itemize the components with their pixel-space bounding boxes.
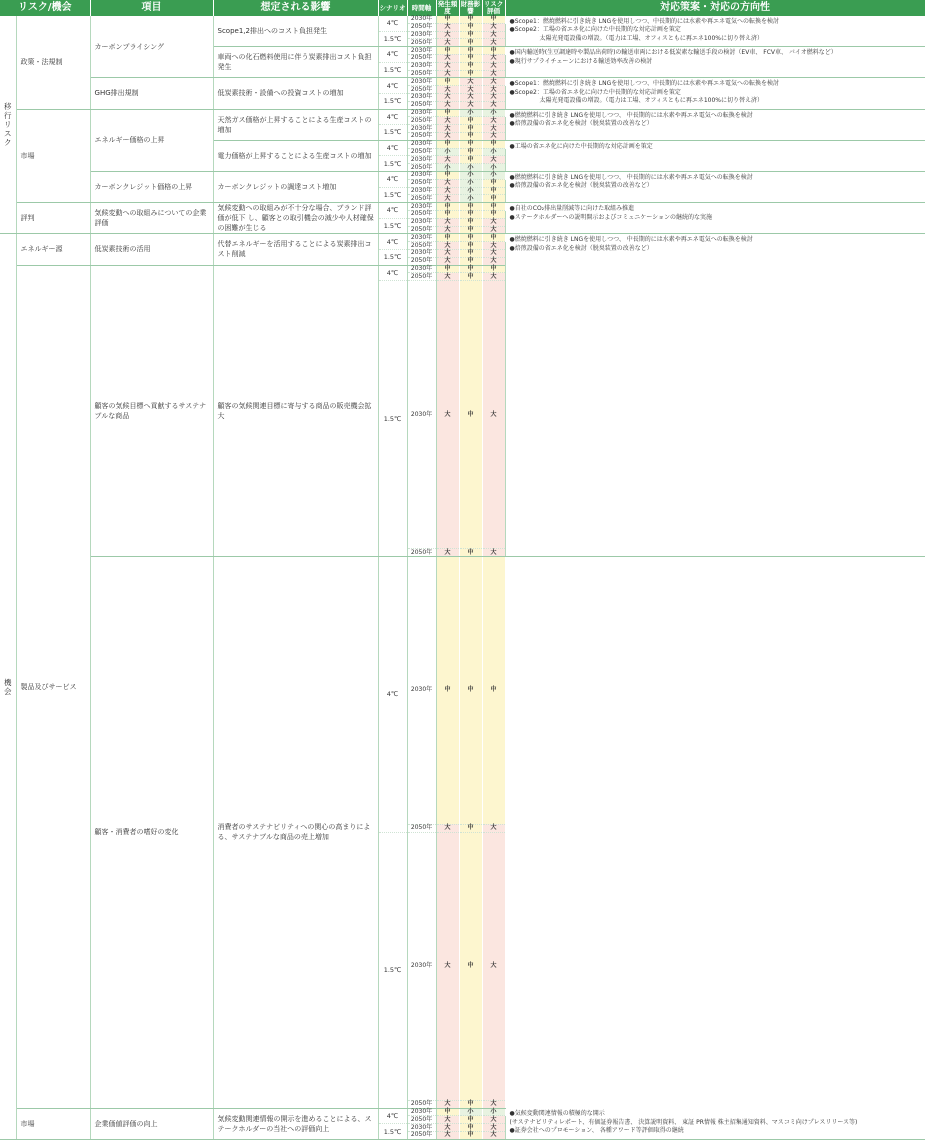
scenario-label: 1.5℃ bbox=[378, 1124, 407, 1140]
level-cell: 中 bbox=[482, 203, 505, 211]
level-cell: 大 bbox=[436, 832, 459, 1100]
scenario-label: 1.5℃ bbox=[378, 125, 407, 141]
level-cell: 大 bbox=[436, 1132, 459, 1140]
action-text bbox=[505, 47, 925, 78]
level-cell: 中 bbox=[482, 556, 505, 824]
level-cell: 中 bbox=[459, 234, 482, 242]
level-cell: 大 bbox=[436, 1116, 459, 1124]
year-label: 2050年 bbox=[407, 1116, 436, 1124]
level-cell: 中 bbox=[459, 226, 482, 234]
table-row bbox=[0, 203, 925, 211]
action-bullet: ●焙煎設備の省エネ化を検討（脱臭装置の改善など） bbox=[509, 244, 653, 252]
level-cell: 中 bbox=[459, 549, 482, 557]
table-row bbox=[0, 16, 925, 23]
level-cell: 中 bbox=[436, 556, 459, 824]
scenario-label: 4℃ bbox=[378, 556, 407, 832]
level-cell: 大 bbox=[436, 1124, 459, 1132]
level-cell: 中 bbox=[436, 78, 459, 86]
year-label: 2050年 bbox=[407, 117, 436, 125]
level-cell: 大 bbox=[436, 156, 459, 164]
scenario-label: 1.5℃ bbox=[378, 31, 407, 47]
level-cell: 大 bbox=[482, 62, 505, 70]
year-label: 2030年 bbox=[407, 62, 436, 70]
action-bullet: ●燃焼燃料に引き続き LNGを使用しつつ、 中長期的には水素や再エネ電気への転換を検討 bbox=[509, 236, 753, 244]
table-row bbox=[0, 1108, 925, 1116]
level-cell: 大 bbox=[482, 86, 505, 94]
level-cell: 大 bbox=[482, 1100, 505, 1108]
level-cell: 大 bbox=[482, 1132, 505, 1140]
level-cell: 大 bbox=[482, 132, 505, 140]
impact-text: 消費者のサステナビリティへの関心の高まりによる、サステナブルな商品の売上増加 bbox=[213, 556, 378, 1108]
header-fin: 財務影響 bbox=[460, 0, 481, 15]
action-bullet: ●Scope2：工場の省エネ化に向けた中長期的な対応計画を策定 bbox=[509, 26, 681, 34]
level-cell: 中 bbox=[482, 234, 505, 242]
level-cell: 大 bbox=[482, 23, 505, 31]
level-cell: 中 bbox=[459, 1124, 482, 1132]
year-label: 2050年 bbox=[407, 273, 436, 281]
level-cell: 中 bbox=[459, 31, 482, 39]
level-cell: 中 bbox=[459, 23, 482, 31]
action-text bbox=[505, 109, 925, 140]
header-action: 対応策案・対応の方向性 bbox=[505, 0, 925, 16]
year-label: 2030年 bbox=[407, 109, 436, 117]
item-label: 低炭素技術の活用 bbox=[90, 234, 213, 265]
level-cell: 中 bbox=[459, 281, 482, 549]
action-bullet: ●Scope1：燃焼燃料に引き続き LNGを使用しつつ、中長期的には水素や再エネ電気への転換を検討 bbox=[509, 80, 779, 88]
level-cell: 中 bbox=[482, 47, 505, 55]
level-cell: 中 bbox=[436, 203, 459, 211]
level-cell: 大 bbox=[436, 70, 459, 78]
level-cell: 中 bbox=[459, 1100, 482, 1108]
level-cell: 中 bbox=[436, 234, 459, 242]
level-cell: 大 bbox=[482, 549, 505, 557]
subcategory: 評判 bbox=[16, 203, 90, 234]
scenario-label: 4℃ bbox=[378, 16, 407, 31]
year-label: 2030年 bbox=[407, 47, 436, 55]
action-bullet: ●燃焼燃料に引き続き LNGを使用しつつ、 中長期的には水素や再エネ電気への転換を検討 bbox=[509, 173, 753, 181]
level-cell: 大 bbox=[482, 1116, 505, 1124]
level-cell: 中 bbox=[482, 140, 505, 148]
level-cell: 大 bbox=[482, 101, 505, 109]
level-cell: 中 bbox=[459, 556, 482, 824]
level-cell: 中 bbox=[482, 210, 505, 218]
year-label: 2050年 bbox=[407, 1100, 436, 1108]
level-cell: 中 bbox=[459, 265, 482, 273]
year-label: 2030年 bbox=[407, 171, 436, 179]
table-row bbox=[0, 78, 925, 86]
level-cell: 中 bbox=[459, 210, 482, 218]
level-cell: 中 bbox=[459, 70, 482, 78]
level-cell: 中 bbox=[459, 39, 482, 47]
level-cell: 大 bbox=[436, 62, 459, 70]
year-label: 2050年 bbox=[407, 226, 436, 234]
level-cell: 大 bbox=[459, 86, 482, 94]
level-cell: 小 bbox=[459, 187, 482, 195]
level-cell: 大 bbox=[436, 249, 459, 257]
level-cell: 小 bbox=[459, 179, 482, 187]
table-row bbox=[0, 234, 925, 242]
table-row bbox=[0, 109, 925, 117]
year-label: 2050年 bbox=[407, 257, 436, 265]
level-cell: 大 bbox=[482, 832, 505, 1100]
level-cell: 大 bbox=[436, 132, 459, 140]
level-cell: 中 bbox=[459, 47, 482, 55]
action-bullet: ●焙煎設備の省エネ化を検討（脱臭装置の改善など） bbox=[509, 182, 653, 190]
year-label: 2050年 bbox=[407, 824, 436, 832]
impact-text: 車両への化石燃料使用に伴う炭素排出コスト負担発生 bbox=[213, 47, 378, 78]
level-cell: 大 bbox=[482, 31, 505, 39]
year-label: 2050年 bbox=[407, 132, 436, 140]
year-label: 2030年 bbox=[407, 203, 436, 211]
level-cell: 大 bbox=[436, 549, 459, 557]
level-cell: 小 bbox=[459, 164, 482, 172]
level-cell: 中 bbox=[482, 195, 505, 203]
year-label: 2030年 bbox=[407, 156, 436, 164]
impact-text: 天然ガス価格が上昇することによる生産コストの増加 bbox=[213, 109, 378, 140]
year-label: 2050年 bbox=[407, 148, 436, 156]
level-cell: 大 bbox=[459, 93, 482, 101]
action-bullet: ●焙煎設備の省エネ化を検討（脱臭装置の改善など） bbox=[509, 119, 653, 127]
impact-text: カーボンクレジットの調達コスト増加 bbox=[213, 171, 378, 202]
item-label: 顧客の気候目標へ貢献するサステナブルな商品 bbox=[90, 265, 213, 556]
level-cell: 中 bbox=[459, 824, 482, 832]
scenario-label: 1.5℃ bbox=[378, 218, 407, 234]
scenario-label: 4℃ bbox=[378, 140, 407, 156]
year-label: 2050年 bbox=[407, 179, 436, 187]
header-period: 時間軸 bbox=[407, 0, 436, 16]
level-cell: 大 bbox=[482, 281, 505, 549]
year-label: 2050年 bbox=[407, 1132, 436, 1140]
year-label: 2030年 bbox=[407, 265, 436, 273]
category-label: 機 会 bbox=[0, 234, 16, 1140]
scenario-label: 1.5℃ bbox=[378, 281, 407, 557]
level-cell: 大 bbox=[482, 218, 505, 226]
level-cell: 小 bbox=[436, 164, 459, 172]
header-item: 項目 bbox=[90, 0, 213, 16]
year-label: 2050年 bbox=[407, 54, 436, 62]
impact-text: Scope1,2排出へのコスト負担発生 bbox=[213, 16, 378, 47]
action-bullet: ●Scope2：工場の省エネ化に向けた中長期的な対応計画を策定 bbox=[509, 88, 681, 96]
level-cell: 小 bbox=[482, 171, 505, 179]
level-cell: 大 bbox=[436, 281, 459, 549]
action-bullet: ●現行サプライチェーンにおける輸送効率改善の検討 bbox=[509, 57, 653, 65]
scenario-label: 4℃ bbox=[378, 203, 407, 219]
level-cell: 小 bbox=[482, 109, 505, 117]
year-label: 2030年 bbox=[407, 249, 436, 257]
scenario-label: 4℃ bbox=[378, 78, 407, 94]
year-label: 2030年 bbox=[407, 140, 436, 148]
impact-text: 低炭素技術・設備への投資コストの増加 bbox=[213, 78, 378, 109]
year-label: 2030年 bbox=[407, 16, 436, 23]
year-label: 2030年 bbox=[407, 281, 436, 549]
scenario-label: 4℃ bbox=[378, 234, 407, 250]
year-label: 2030年 bbox=[407, 125, 436, 133]
level-cell: 大 bbox=[436, 39, 459, 47]
level-cell: 小 bbox=[459, 109, 482, 117]
action-text bbox=[505, 78, 925, 109]
level-cell: 大 bbox=[436, 273, 459, 281]
year-label: 2050年 bbox=[407, 164, 436, 172]
level-cell: 大 bbox=[459, 78, 482, 86]
level-cell: 中 bbox=[459, 257, 482, 265]
impact-text: 顧客の気候関連目標に寄与する商品の販売機会拡大 bbox=[213, 265, 378, 556]
item-label: GHG排出規制 bbox=[90, 78, 213, 109]
scenario-label: 4℃ bbox=[378, 47, 407, 63]
level-cell: 大 bbox=[436, 187, 459, 195]
item-label: カーボンクレジット価格の上昇 bbox=[90, 171, 213, 202]
level-cell: 小 bbox=[436, 148, 459, 156]
action-bullet: ●気候変動関連情報の積極的な開示 bbox=[509, 1110, 605, 1118]
scenario-label: 1.5℃ bbox=[378, 156, 407, 172]
impact-text: 代替エネルギーを活用することによる炭素排出コスト削減 bbox=[213, 234, 378, 265]
level-cell: 中 bbox=[459, 1116, 482, 1124]
level-cell: 小 bbox=[459, 195, 482, 203]
header-risk-eval: リスク評価 bbox=[483, 0, 504, 15]
level-cell: 中 bbox=[459, 249, 482, 257]
level-cell: 中 bbox=[436, 1108, 459, 1116]
level-cell: 中 bbox=[459, 832, 482, 1100]
action-bullet: ●ステークホルダーへの説明開示およびコミュニケーションの継続的な実施 bbox=[509, 213, 713, 221]
action-bullet: (サステナビリティレポート、有価証券報告書、 決算説明資料、 東証 PR情報 株主招集通知資料、マスコミ向けプレスリリース等) bbox=[509, 1118, 858, 1126]
level-cell: 中 bbox=[482, 187, 505, 195]
level-cell: 中 bbox=[482, 16, 505, 23]
level-cell: 大 bbox=[436, 824, 459, 832]
impact-text: 電力価格が上昇することによる生産コストの増加 bbox=[213, 140, 378, 171]
level-cell: 大 bbox=[482, 249, 505, 257]
level-cell: 中 bbox=[459, 156, 482, 164]
level-cell: 大 bbox=[482, 39, 505, 47]
level-cell: 大 bbox=[482, 54, 505, 62]
impact-text: 気候変動への取組みが不十分な場合、ブランド評価が低下 し、顧客との取引機会の減少や人材確保の困難が生じる bbox=[213, 203, 378, 234]
action-text bbox=[505, 171, 925, 202]
action-bullet: ●Scope1：燃焼燃料に引き続き LNGを使用しつつ、中長期的には水素や再エネ電気への転換を検討 bbox=[509, 18, 779, 25]
year-label: 2050年 bbox=[407, 210, 436, 218]
subcategory: 製品及びサービス bbox=[16, 265, 90, 1108]
level-cell: 大 bbox=[436, 86, 459, 94]
level-cell: 中 bbox=[459, 273, 482, 281]
subcategory: 市場 bbox=[16, 109, 90, 203]
action-bullet: ●証券会社へのプロモーション、 各種アワード等評価取得の継続 bbox=[509, 1126, 684, 1134]
level-cell: 中 bbox=[482, 179, 505, 187]
level-cell: 大 bbox=[436, 242, 459, 250]
year-label: 2030年 bbox=[407, 218, 436, 226]
level-cell: 大 bbox=[436, 31, 459, 39]
level-cell: 中 bbox=[459, 148, 482, 156]
year-label: 2050年 bbox=[407, 70, 436, 78]
level-cell: 中 bbox=[459, 1132, 482, 1140]
year-label: 2050年 bbox=[407, 86, 436, 94]
action-text bbox=[505, 203, 925, 234]
scenario-label: 1.5℃ bbox=[378, 187, 407, 203]
level-cell: 中 bbox=[459, 132, 482, 140]
header-impact: 想定される影響 bbox=[213, 0, 378, 16]
subcategory: 市場 bbox=[16, 1108, 90, 1139]
level-cell: 大 bbox=[436, 93, 459, 101]
subcategory: エネルギー源 bbox=[16, 234, 90, 265]
level-cell: 中 bbox=[459, 242, 482, 250]
level-cell: 小 bbox=[459, 171, 482, 179]
level-cell: 中 bbox=[482, 265, 505, 273]
item-label: エネルギー価格の上昇 bbox=[90, 109, 213, 171]
level-cell: 大 bbox=[436, 1100, 459, 1108]
year-label: 2030年 bbox=[407, 1124, 436, 1132]
level-cell: 大 bbox=[482, 93, 505, 101]
level-cell: 大 bbox=[482, 257, 505, 265]
level-cell: 小 bbox=[482, 148, 505, 156]
level-cell: 大 bbox=[436, 179, 459, 187]
level-cell: 中 bbox=[459, 203, 482, 211]
level-cell: 大 bbox=[482, 117, 505, 125]
scenario-label: 1.5℃ bbox=[378, 249, 407, 265]
level-cell: 大 bbox=[436, 23, 459, 31]
table-row bbox=[0, 171, 925, 179]
header-risk: リスク/機会 bbox=[0, 0, 90, 16]
level-cell: 中 bbox=[436, 265, 459, 273]
item-label: カーボンプライシング bbox=[90, 16, 213, 78]
header-prob: 発生頻度 bbox=[437, 0, 458, 15]
level-cell: 大 bbox=[482, 125, 505, 133]
level-cell: 中 bbox=[459, 140, 482, 148]
year-label: 2050年 bbox=[407, 39, 436, 47]
level-cell: 小 bbox=[459, 1108, 482, 1116]
level-cell: 中 bbox=[459, 62, 482, 70]
table-header bbox=[0, 0, 925, 16]
subcategory: 政策・法規制 bbox=[16, 16, 90, 109]
action-bullet: ●国内輸送時(生豆調達時や製品出荷時)の輸送車両における低炭素な輸送手段の検討（EV車、 FCV車、 バイオ燃料など） bbox=[509, 49, 837, 57]
year-label: 2030年 bbox=[407, 187, 436, 195]
level-cell: 中 bbox=[436, 210, 459, 218]
level-cell: 大 bbox=[436, 195, 459, 203]
scenario-label: 4℃ bbox=[378, 1108, 407, 1124]
year-label: 2050年 bbox=[407, 195, 436, 203]
level-cell: 大 bbox=[482, 824, 505, 832]
scenario-label: 4℃ bbox=[378, 265, 407, 281]
action-text bbox=[505, 140, 925, 171]
level-cell: 大 bbox=[482, 226, 505, 234]
impact-text: 気候変動関連情報の開示を進めることによる、ステークホルダーの当社への評価向上 bbox=[213, 1108, 378, 1139]
year-label: 2030年 bbox=[407, 832, 436, 1100]
level-cell: 中 bbox=[459, 16, 482, 23]
scenario-label: 1.5℃ bbox=[378, 832, 407, 1108]
level-cell: 大 bbox=[436, 257, 459, 265]
level-cell: 大 bbox=[436, 54, 459, 62]
level-cell: 小 bbox=[482, 164, 505, 172]
scenario-label: 1.5℃ bbox=[378, 93, 407, 109]
action-bullet: 太陽光発電設備の増設。（電力は工場、オフィスともに再エネ100%に切り替え済） bbox=[509, 97, 764, 105]
action-bullet: ●工場の省エネ化に向けた中長期的な対応計画を策定 bbox=[509, 142, 653, 150]
level-cell: 大 bbox=[482, 156, 505, 164]
level-cell: 大 bbox=[436, 125, 459, 133]
level-cell: 大 bbox=[436, 218, 459, 226]
level-cell: 大 bbox=[482, 78, 505, 86]
level-cell: 大 bbox=[482, 1124, 505, 1132]
action-text bbox=[505, 234, 925, 557]
action-bullet: 太陽光発電設備の増設。（電力は工場、オフィスともに再エネ100%に切り替え済） bbox=[509, 34, 764, 42]
year-label: 2050年 bbox=[407, 23, 436, 31]
level-cell: 大 bbox=[436, 101, 459, 109]
scenario-label: 4℃ bbox=[378, 109, 407, 125]
level-cell: 中 bbox=[459, 125, 482, 133]
item-label: 気候変動への取組みについての企業評価 bbox=[90, 203, 213, 234]
year-label: 2030年 bbox=[407, 234, 436, 242]
scenario-label: 4℃ bbox=[378, 171, 407, 187]
year-label: 2030年 bbox=[407, 78, 436, 86]
level-cell: 大 bbox=[482, 242, 505, 250]
level-cell: 中 bbox=[459, 117, 482, 125]
year-label: 2050年 bbox=[407, 101, 436, 109]
category-label: 移 行 リ ス ク bbox=[0, 16, 16, 234]
level-cell: 大 bbox=[482, 273, 505, 281]
action-text bbox=[505, 1108, 925, 1139]
level-cell: 中 bbox=[436, 171, 459, 179]
action-bullet: ●自社のCO₂排出量削減等に向けた取組み推進 bbox=[509, 205, 635, 213]
level-cell: 中 bbox=[459, 218, 482, 226]
level-cell: 中 bbox=[436, 140, 459, 148]
item-label: 企業価値評価の向上 bbox=[90, 1108, 213, 1139]
level-cell: 大 bbox=[459, 101, 482, 109]
year-label: 2050年 bbox=[407, 242, 436, 250]
year-label: 2050年 bbox=[407, 549, 436, 557]
year-label: 2030年 bbox=[407, 31, 436, 39]
level-cell: 中 bbox=[436, 47, 459, 55]
scenario-label: 1.5℃ bbox=[378, 62, 407, 78]
item-label: 顧客・消費者の嗜好の変化 bbox=[90, 556, 213, 1108]
action-bullet: ●燃焼燃料に引き続き LNGを使用しつつ、 中長期的には水素や再エネ電気への転換を検討 bbox=[509, 111, 753, 119]
level-cell: 大 bbox=[436, 117, 459, 125]
year-label: 2030年 bbox=[407, 93, 436, 101]
year-label: 2030年 bbox=[407, 556, 436, 824]
year-label: 2030年 bbox=[407, 1108, 436, 1116]
action-text bbox=[505, 16, 925, 47]
level-cell: 大 bbox=[482, 70, 505, 78]
level-cell: 小 bbox=[482, 1108, 505, 1116]
level-cell: 大 bbox=[436, 226, 459, 234]
level-cell: 中 bbox=[436, 16, 459, 23]
level-cell: 中 bbox=[436, 109, 459, 117]
table-row bbox=[0, 556, 925, 824]
header-scenario: シナリオ bbox=[378, 0, 407, 16]
level-cell: 中 bbox=[459, 54, 482, 62]
